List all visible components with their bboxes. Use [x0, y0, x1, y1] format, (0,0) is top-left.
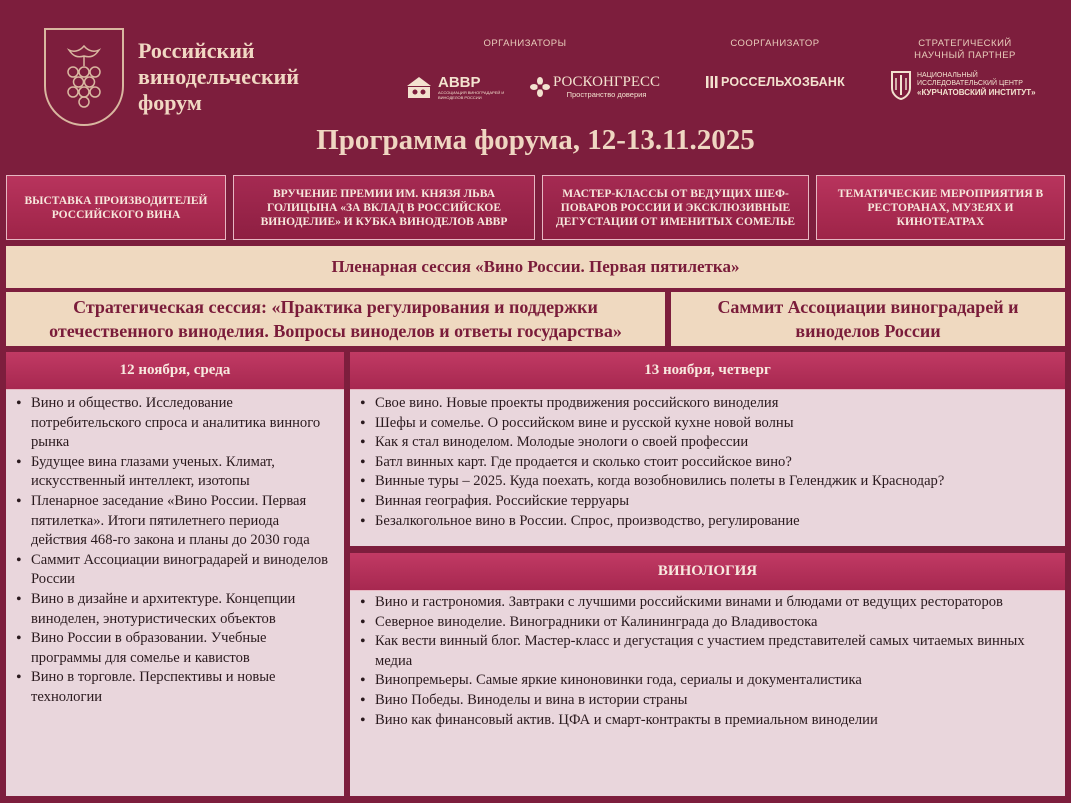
vinology-heading: ВИНОЛОГИЯ [350, 553, 1065, 591]
rshb-name: РОССЕЛЬХОЗБАНК [721, 75, 845, 89]
avvr-sub: АССОЦИАЦИЯ ВИНОГРАДАРЕЙ И ВИНОДЕЛОВ РОССИИ [438, 89, 505, 100]
roscongress-name: РОСКОНГРЕСС [553, 73, 661, 90]
partner-label: СТРАТЕГИЧЕСКИЙ НАУЧНЫЙ ПАРТНЕР [914, 38, 1016, 61]
avvr-emblem-icon [404, 74, 434, 100]
roscongress-logo [530, 72, 670, 102]
coorganizer-label: СООРГАНИЗАТОР [730, 38, 820, 49]
day2-list [352, 394, 1055, 531]
summit-bar: Саммит Ассоциации виноградарей и виноделов России [671, 292, 1065, 346]
top-box-award: ВРУЧЕНИЕ ПРЕМИИ ИМ. КНЯЗЯ ЛЬВА ГОЛИЦЫНА «ЗА ВКЛАД В РОССИЙСКОЕ ВИНОДЕЛИЕ» И КУБКА ВИНОДЕЛОВ АВВР [233, 175, 535, 240]
rshb-logo [706, 74, 856, 90]
plenary-session-bar: Пленарная сессия «Вино России. Первая пятилетка» [6, 246, 1065, 288]
list-item: • Винные туры – 2025. Куда поехать, когда возобновились полеты в Геленджик и Краснодар? [352, 472, 1055, 492]
list-item: • Свое вино. Новые проекты продвижения российского виноделия [352, 394, 1055, 414]
list-item: • Вино России в образовании. Учебные программы для сомелье и кавистов [8, 629, 334, 668]
list-item: • Безалкогольное вино в России. Спрос, производство, регулирование [352, 512, 1055, 532]
list-item: • Северное виноделие. Виноградники от Калининграда до Владивостока [352, 613, 1055, 633]
day2-heading: 13 ноября, четверг [350, 352, 1065, 390]
kurchatov-line3: «КУРЧАТОВСКИЙ ИНСТИТУТ» [917, 88, 1036, 97]
day1-heading: 12 ноября, среда [6, 352, 344, 390]
strategic-session-bar: Стратегическая сессия: «Практика регулирования и поддержки отечественного виноделия. Вопросы виноделов и ответы государства» [6, 292, 665, 346]
top-box-thematic-events: ТЕМАТИЧЕСКИЕ МЕРОПРИЯТИЯ В РЕСТОРАНАХ, МУЗЕЯХ И КИНОТЕАТРАХ [816, 175, 1065, 240]
list-item: • Винная география. Российские терруары [352, 492, 1055, 512]
list-item: • Саммит Ассоциации виноградарей и виноделов России [8, 551, 334, 590]
list-item: • Как вести винный блог. Мастер-класс и дегустация с участием представителей самых читаемых винных медиа [352, 632, 1055, 671]
forum-logo [44, 28, 124, 126]
grape-icon [59, 42, 109, 112]
list-item: • Шефы и сомелье. О российском вине и русской кухне новой волны [352, 414, 1055, 434]
kurchatov-line2: ИССЛЕДОВАТЕЛЬСКИЙ ЦЕНТР [917, 80, 1023, 87]
page-title: Программа форума, 12-13.11.2025 [316, 124, 755, 156]
organizers-label: ОРГАНИЗАТОРЫ [483, 38, 567, 49]
kurchatov-line1: НАЦИОНАЛЬНЫЙ [917, 72, 978, 79]
list-item: • Вино и общество. Исследование потребительского спроса и аналитика винного рынка [8, 394, 334, 453]
avvr-logo [404, 72, 514, 102]
list-item: • Будущее вина глазами ученых. Климат, искусственный интеллект, изотопы [8, 453, 334, 492]
day1-list [8, 394, 334, 708]
list-item: • Вино и гастрономия. Завтраки с лучшими российскими винами и блюдами от ведущих рестораторов [352, 593, 1055, 613]
list-item: • Винопремьеры. Самые яркие кинoновинки года, сериалы и документалистика [352, 671, 1055, 691]
top-box-exhibition: ВЫСТАВКА ПРОИЗВОДИТЕЛЕЙ РОССИЙСКОГО ВИНА [6, 175, 226, 240]
vinology-list [352, 593, 1055, 730]
kurchatov-emblem-icon [890, 70, 912, 100]
roscongress-sub: Пространство доверия [566, 89, 647, 99]
list-item: • Вино в дизайне и архитектуре. Концепции виноделен, энотуристических объектов [8, 590, 334, 629]
list-item: • Вино Победы. Виноделы и вина в истории страны [352, 691, 1055, 711]
list-item: • Как я стал виноделом. Молодые энологи о своей профессии [352, 433, 1055, 453]
avvr-name: АВВР [438, 73, 481, 91]
rshb-bars-icon [706, 76, 718, 88]
roscongress-flower-icon [530, 77, 550, 97]
list-item: • Вино в торговле. Перспективы и новые технологии [8, 668, 334, 707]
top-box-masterclasses: МАСТЕР-КЛАССЫ ОТ ВЕДУЩИХ ШЕФ-ПОВАРОВ РОССИИ И ЭКСКЛЮЗИВНЫЕ ДЕГУСТАЦИИ ОТ ИМЕНИТЫХ СОМЕЛЬЕ [542, 175, 809, 240]
day1-panel [6, 390, 344, 796]
day2-panel [350, 390, 1065, 546]
vinology-panel [350, 591, 1065, 796]
list-item: • Вино как финансовый актив. ЦФА и смарт-контракты в премиальном виноделии [352, 711, 1055, 731]
list-item: • Батл винных карт. Где продается и сколько стоит российское вино? [352, 453, 1055, 473]
logo-title: Российский винодельческий форум [138, 38, 300, 115]
kurchatov-logo [890, 68, 1040, 102]
list-item: • Пленарное заседание «Вино России. Первая пятилетка». Итоги пятилетнего периода действия 468-го закона и планы до 2030 года [8, 492, 334, 551]
